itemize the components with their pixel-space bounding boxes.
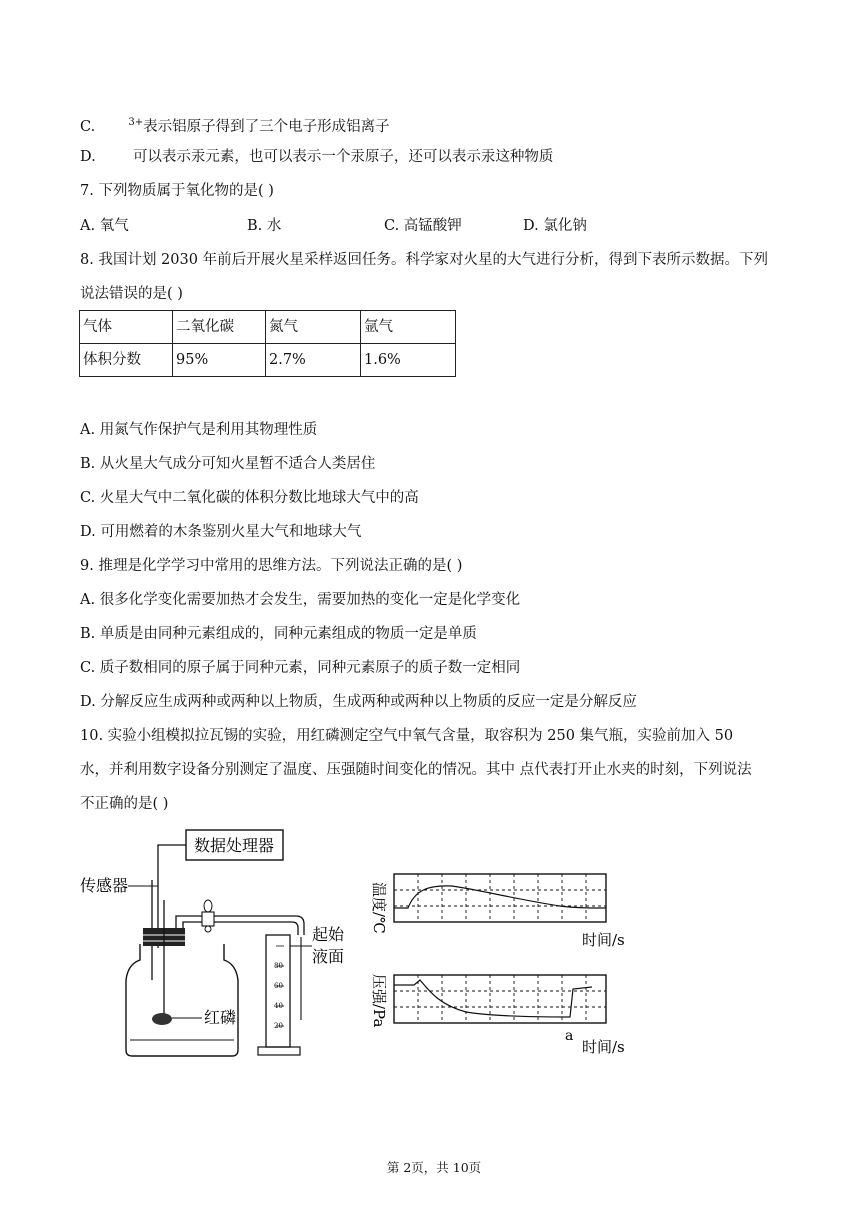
clamp-handle-icon	[204, 900, 212, 912]
temp-curve	[394, 886, 606, 908]
table-cell: 氩气	[361, 311, 456, 344]
graduated-cylinder	[266, 935, 290, 1047]
table-cell: 二氧化碳	[173, 311, 266, 344]
temp-chart-grid	[394, 874, 606, 922]
q9-option-d: D. 分解反应生成两种或两种以上物质，生成两种或两种以上物质的反应一定是分解反应	[80, 694, 637, 710]
ion-charge: 3+	[128, 117, 144, 128]
q8-option-b: B. 从火星大气成分可知火星暂不适合人类居住	[80, 456, 376, 472]
red-phosphorus-lump	[152, 1013, 172, 1025]
option-text: 表示铝原子得到了三个电子形成铝离子	[143, 118, 390, 135]
q9-option-b: B. 单质是由同种元素组成的，同种元素组成的物质一定是单质	[80, 626, 477, 642]
clamp	[202, 912, 214, 926]
table-cell: 氮气	[266, 311, 361, 344]
cylinder-tick: 60	[274, 982, 283, 990]
option-label: C.	[80, 118, 96, 135]
cylinder-base	[258, 1047, 300, 1055]
pressure-chart	[370, 974, 625, 1056]
table-cell: 气体	[80, 311, 173, 344]
point-a-label: a	[565, 1028, 574, 1044]
sensor-label: 传感器	[80, 876, 129, 895]
q9-option-a: A. 很多化学变化需要加热才会发生，需要加热的变化一定是化学变化	[80, 592, 521, 608]
q8-option-d: D. 可用燃着的木条鉴别火星大气和地球大气	[80, 524, 362, 540]
pressure-ylabel: 压强/Pa	[370, 974, 388, 1028]
delivery-tube	[176, 916, 304, 935]
cylinder-tick: 80	[274, 962, 283, 970]
cylinder-tick: 20	[274, 1022, 283, 1030]
q7-option-b: B. 水	[247, 218, 282, 234]
start-level-label-1: 起始	[312, 925, 345, 944]
start-level-label-2: 液面	[312, 947, 345, 966]
q10-stem-line2: 水，并利用数字设备分别测定了温度、压强随时间变化的情况。其中 点代表打开止水夹的时刻，下列说法	[80, 762, 752, 778]
q7-option-d: D. 氯化钠	[523, 218, 587, 234]
temp-chart-frame	[394, 874, 606, 922]
q8-stem-line1: 8. 我国计划 2030 年前后开展火星采样返回任务。科学家对火星的大气进行分析，得到下表所示数据。下列	[80, 252, 769, 268]
q7-option-a: A. 氧气	[80, 218, 129, 234]
data-processor-label: 数据处理器	[193, 836, 275, 855]
option-label: D.	[80, 149, 96, 165]
q8-stem-line2: 说法错误的是( )	[80, 286, 183, 302]
q8-option-a: A. 用氮气作保护气是利用其物理性质	[80, 422, 318, 438]
q9-option-c: C. 质子数相同的原子属于同种元素，同种元素原子的质子数一定相同	[80, 660, 521, 676]
temp-xlabel: 时间/s	[582, 931, 625, 949]
pressure-xlabel: 时间/s	[582, 1038, 625, 1056]
q8-option-c: C. 火星大气中二氧化碳的体积分数比地球大气中的高	[80, 490, 419, 506]
q10-stem-line1: 10. 实验小组模拟拉瓦锡的实验，用红磷测定空气中氧气含量，取容积为 250 集气瓶，实验前加入 50	[80, 728, 734, 744]
q9-stem: 9. 推理是化学学习中常用的思维方法。下列说法正确的是( )	[80, 558, 463, 574]
page-footer: 第 2页，共 10页	[386, 1160, 482, 1175]
table-cell: 95%	[173, 344, 266, 377]
cylinder-tick: 40	[274, 1002, 283, 1010]
table-cell: 体积分数	[80, 344, 173, 377]
temperature-chart	[370, 874, 625, 949]
table-cell: 2.7%	[266, 344, 361, 377]
gas-bottle	[126, 944, 238, 1056]
cylinder-scale	[274, 946, 284, 1030]
q10-stem-line3: 不正确的是( )	[80, 796, 169, 812]
option-text: 可以表示汞元素，也可以表示一个汞原子，还可以表示汞这种物质	[132, 149, 554, 165]
q7-option-c: C. 高锰酸钾	[384, 218, 462, 234]
temp-ylabel: 温度/℃	[370, 882, 388, 934]
red-phosphorus-label: 红磷	[204, 1008, 237, 1027]
table-cell: 1.6%	[361, 344, 456, 377]
q7-stem: 7. 下列物质属于氧化物的是( )	[80, 183, 274, 199]
